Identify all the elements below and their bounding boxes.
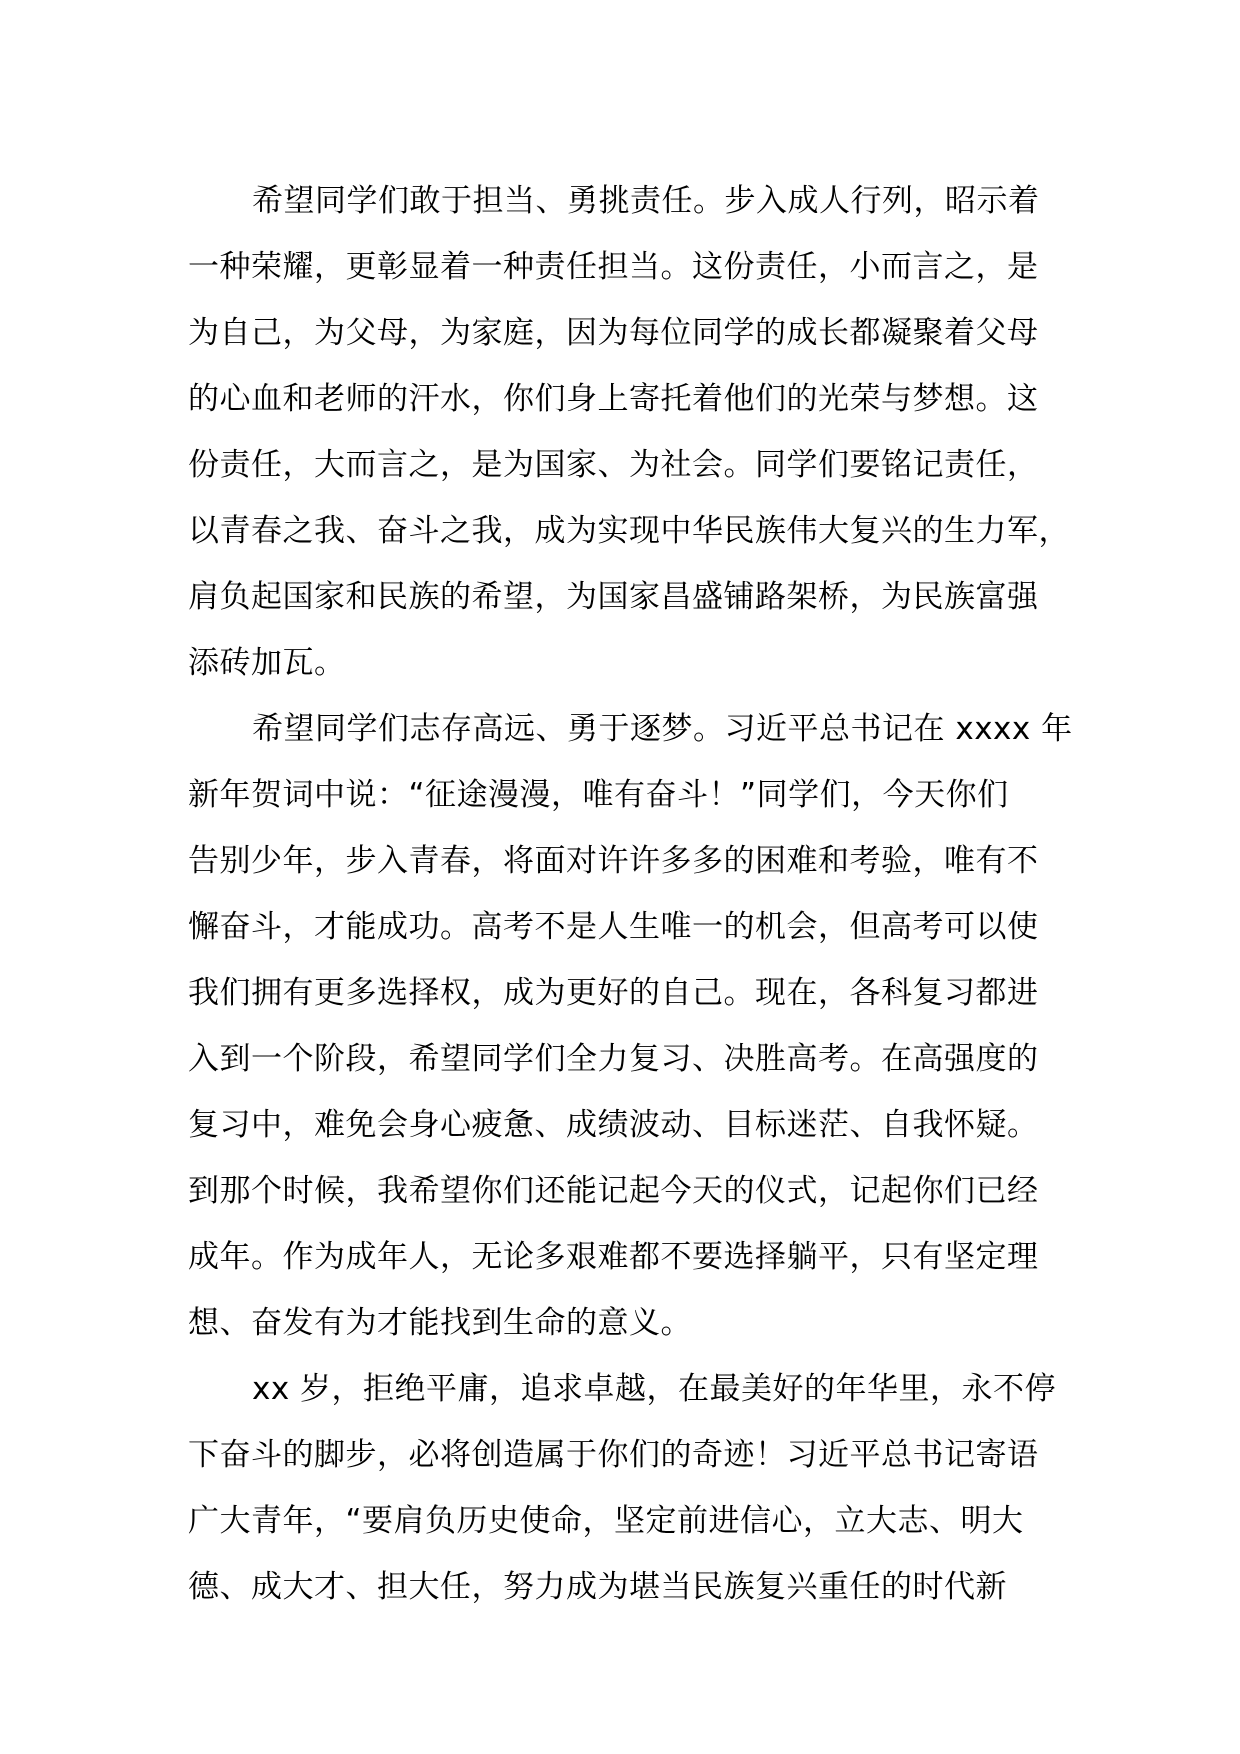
text-line: 的心血和老师的汗水，你们身上寄托着他们的光荣与梦想。这 xyxy=(188,381,1039,417)
paragraph-aspiration xyxy=(188,696,1088,1356)
text-line: 希望同学们敢于担当、勇挑责任。步入成人行列，昭示着 xyxy=(252,183,1040,219)
text-line: 下奋斗的脚步，必将创造属于你们的奇迹！习近平总书记寄语 xyxy=(188,1437,1039,1473)
text-line: 到那个时候，我希望你们还能记起今天的仪式，记起你们已经 xyxy=(188,1173,1039,1209)
text-line: xx 岁，拒绝平庸，追求卓越，在最美好的年华里，永不停 xyxy=(252,1371,1057,1407)
text-line: 一种荣耀，更彰显着一种责任担当。这份责任，小而言之，是 xyxy=(188,249,1039,285)
text-line: 肩负起国家和民族的希望，为国家昌盛铺路架桥，为民族富强 xyxy=(188,579,1039,615)
text-line: 份责任，大而言之，是为国家、为社会。同学们要铭记责任， xyxy=(188,447,1039,483)
text-line: 告别少年，步入青春，将面对许许多多的困难和考验，唯有不 xyxy=(188,843,1039,879)
text-line: 懈奋斗，才能成功。高考不是人生唯一的机会，但高考可以使 xyxy=(188,909,1039,945)
text-line: 成年。作为成年人，无论多艰难都不要选择躺平，只有坚定理 xyxy=(188,1239,1039,1275)
text-line: 想、奋发有为才能找到生命的意义。 xyxy=(188,1305,692,1341)
text-line: 复习中，难免会身心疲惫、成绩波动、目标迷茫、自我怀疑。 xyxy=(188,1107,1039,1143)
text-line: 添砖加瓦。 xyxy=(188,645,346,681)
text-line: 新年贺词中说：“征途漫漫，唯有奋斗！”同学们，今天你们 xyxy=(188,777,1009,813)
text-line: 德、成大才、担大任，努力成为堪当民族复兴重任的时代新 xyxy=(188,1569,1007,1605)
text-line: 入到一个阶段，希望同学们全力复习、决胜高考。在高强度的 xyxy=(188,1041,1039,1077)
text-line: 以青春之我、奋斗之我，成为实现中华民族伟大复兴的生力军， xyxy=(188,513,1070,549)
paragraph-responsibility xyxy=(188,168,1088,696)
text-line: 为自己，为父母，为家庭，因为每位同学的成长都凝聚着父母 xyxy=(188,315,1039,351)
text-line: 希望同学们志存高远、勇于逐梦。习近平总书记在 xxxx 年 xyxy=(252,711,1073,747)
text-line: 我们拥有更多选择权，成为更好的自己。现在，各科复习都进 xyxy=(188,975,1039,1011)
document-body xyxy=(188,168,1088,1620)
text-line: 广大青年，“要肩负历史使命，坚定前进信心，立大志、明大 xyxy=(188,1503,1024,1539)
paragraph-youth xyxy=(188,1356,1088,1620)
